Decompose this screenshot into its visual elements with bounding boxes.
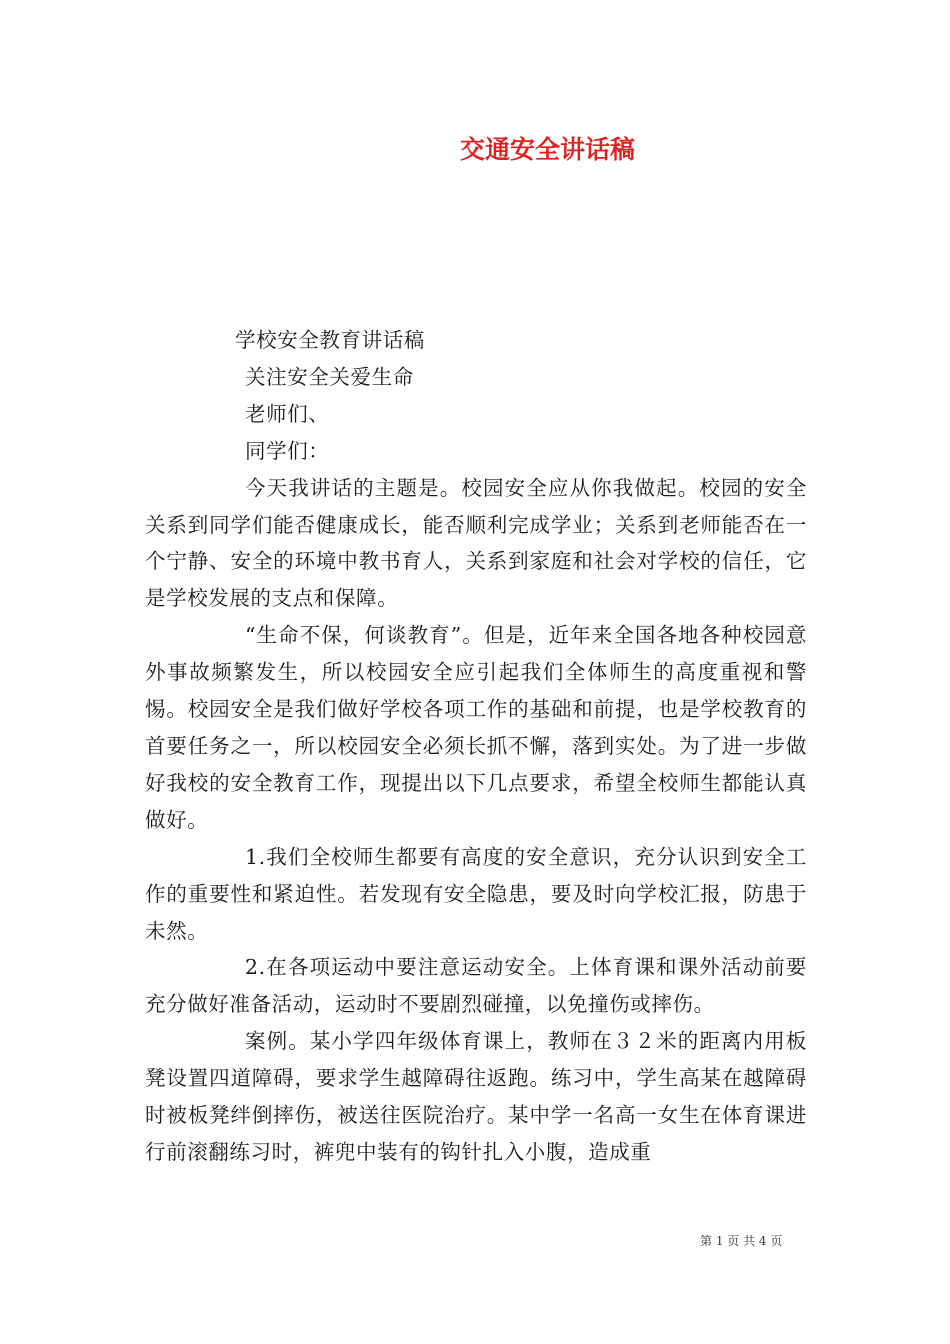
salutation-teachers: 老师们、: [245, 401, 330, 426]
paragraph-requirement-1: 1.我们全校师生都要有高度的安全意识，充分认识到安全工作的重要性和紧迫性。若发现有安全隐患，要及时向学校汇报，防患于未然。: [145, 844, 807, 943]
document-body: [145, 322, 807, 1171]
paragraph-requirement-2: 2.在各项运动中要注意运动安全。上体育课和课外活动前要充分做好准备活动，运动时不要剧烈碰撞，以免撞伤或摔伤。: [145, 955, 807, 1017]
document-title: 交通安全讲话稿: [459, 135, 635, 164]
speech-subheading: 关注安全关爱生命: [245, 364, 414, 389]
page-number: 第 1 页 共 4 页: [700, 1234, 783, 1248]
salutation-students: 同学们：: [245, 438, 330, 463]
paragraph-safety-importance: “生命不保，何谈教育”。但是，近年来全国各地各种校园意外事故频繁发生，所以校园安全应引起我们全体师生的高度重视和警惕。校园安全是我们做好学校各项工作的基础和前提，也是学校教育的首要任务之一，所以校园安全必须长抓不懈，落到实处。为了进一步做好我校的安全教育工作，现提出以下几点要求，希望全校师生都能认真做好。: [145, 623, 807, 832]
paragraph-intro: 今天我讲话的主题是。校园安全应从你我做起。校园的安全关系到同学们能否健康成长，能否顺利完成学业；关系到老师能否在一个宁静、安全的环境中教书育人，关系到家庭和社会对学校的信任，它是学校发展的支点和保障。: [145, 475, 807, 611]
speech-heading: 学校安全教育讲话稿: [235, 328, 425, 352]
paragraph-case-example: 案例。某小学四年级体育课上，教师在３２米的距离内用板凳设置四道障碍，要求学生越障碍往返跑。练习中，学生高某在越障碍时被板凳绊倒摔伤，被送往医院治疗。某中学一名高一女生在体育课进行前滚翻练习时，裤兜中装有的钩针扎入小腹，造成重: [145, 1029, 807, 1164]
